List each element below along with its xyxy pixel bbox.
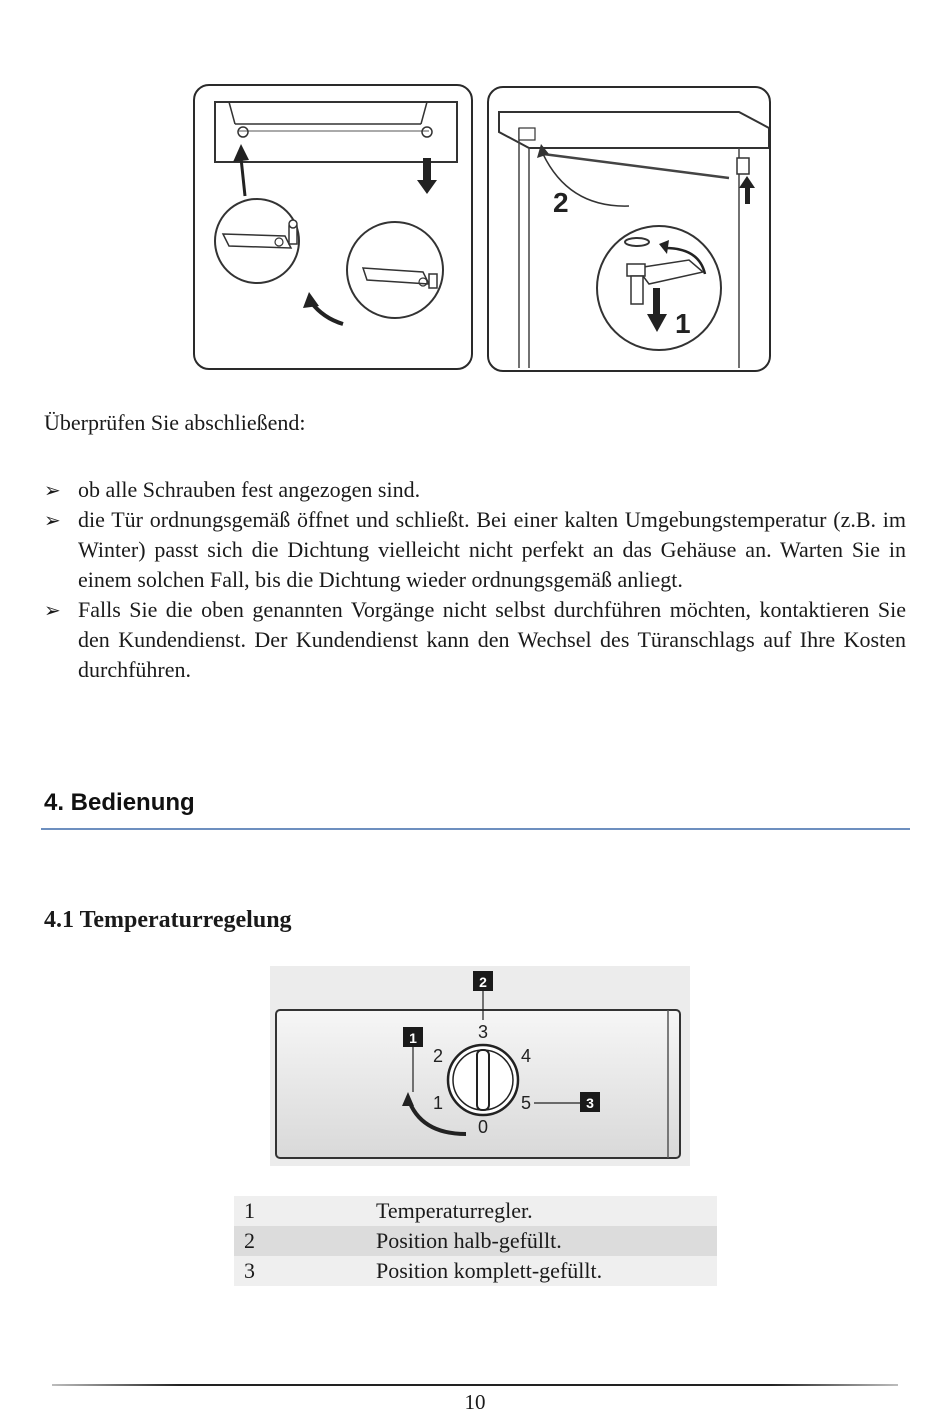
dial-scale-3: 3 — [477, 1022, 489, 1042]
hinge-pin-illustration — [489, 88, 771, 372]
step-label-2: 2 — [553, 187, 569, 218]
dial-scale-4: 4 — [520, 1046, 532, 1066]
table-row — [234, 1226, 717, 1256]
callout-badge-3: 3 — [586, 1095, 594, 1111]
hinge-figure-left — [193, 84, 473, 370]
callout-badge-2: 2 — [479, 974, 487, 990]
list-item — [44, 475, 906, 505]
table-row — [234, 1256, 717, 1286]
legend-description: Position halb-gefüllt. — [376, 1228, 562, 1253]
list-item-text: Falls Sie die oben genannten Vorgänge nicht selbst durchführen möchten, kontaktieren Sie den Kundendienst. Der Kundendienst kann den Wechsel des Türanschlags auf Ihre Kosten durchführen. — [78, 597, 906, 682]
footer-divider — [52, 1384, 898, 1386]
section-divider — [41, 828, 910, 830]
list-item — [44, 595, 906, 685]
page-number: 10 — [464, 1390, 486, 1414]
thermostat-panel-illustration — [270, 966, 690, 1166]
dial-scale-5: 5 — [520, 1093, 532, 1113]
legend-description: Position komplett-gefüllt. — [376, 1258, 603, 1283]
subsection-title: 4.1 Temperaturregelung — [44, 907, 292, 933]
step-label-1: 1 — [675, 308, 691, 339]
list-item-text: ob alle Schrauben fest angezogen sind. — [78, 477, 421, 502]
section-title: 4. Bedienung — [44, 789, 195, 816]
legend-description: Temperaturregler. — [376, 1198, 533, 1223]
dial-scale-0: 0 — [477, 1117, 489, 1137]
legend-number: 3 — [244, 1258, 255, 1283]
checklist — [44, 475, 906, 685]
legend-number: 1 — [244, 1198, 255, 1223]
arrowhead-bullet-icon: ➢ — [44, 478, 61, 502]
dial-scale-1: 1 — [432, 1093, 444, 1113]
dial-scale-2: 2 — [432, 1046, 444, 1066]
table-row — [234, 1196, 717, 1226]
list-item — [44, 505, 906, 595]
arrowhead-bullet-icon: ➢ — [44, 598, 61, 622]
legend-table — [234, 1196, 717, 1286]
checklist-intro: Überprüfen Sie abschließend: — [44, 410, 306, 435]
hinge-figure-right — [487, 86, 771, 372]
thermostat-dial-figure — [270, 966, 690, 1166]
arrowhead-bullet-icon: ➢ — [44, 508, 61, 532]
hinge-removal-illustration — [195, 86, 473, 370]
callout-badge-1: 1 — [409, 1030, 417, 1046]
list-item-text: die Tür ordnungsgemäß öffnet und schließt. Bei einer kalten Umgebungstemperatur (z.B. im Winter) passt sich die Dichtung vielleicht nicht perfekt an das Gehäuse an. Warten Sie in einem solchen Fall, bis die Dichtung wieder ordnungsgemäß anliegt. — [78, 507, 906, 592]
legend-number: 2 — [244, 1228, 255, 1253]
